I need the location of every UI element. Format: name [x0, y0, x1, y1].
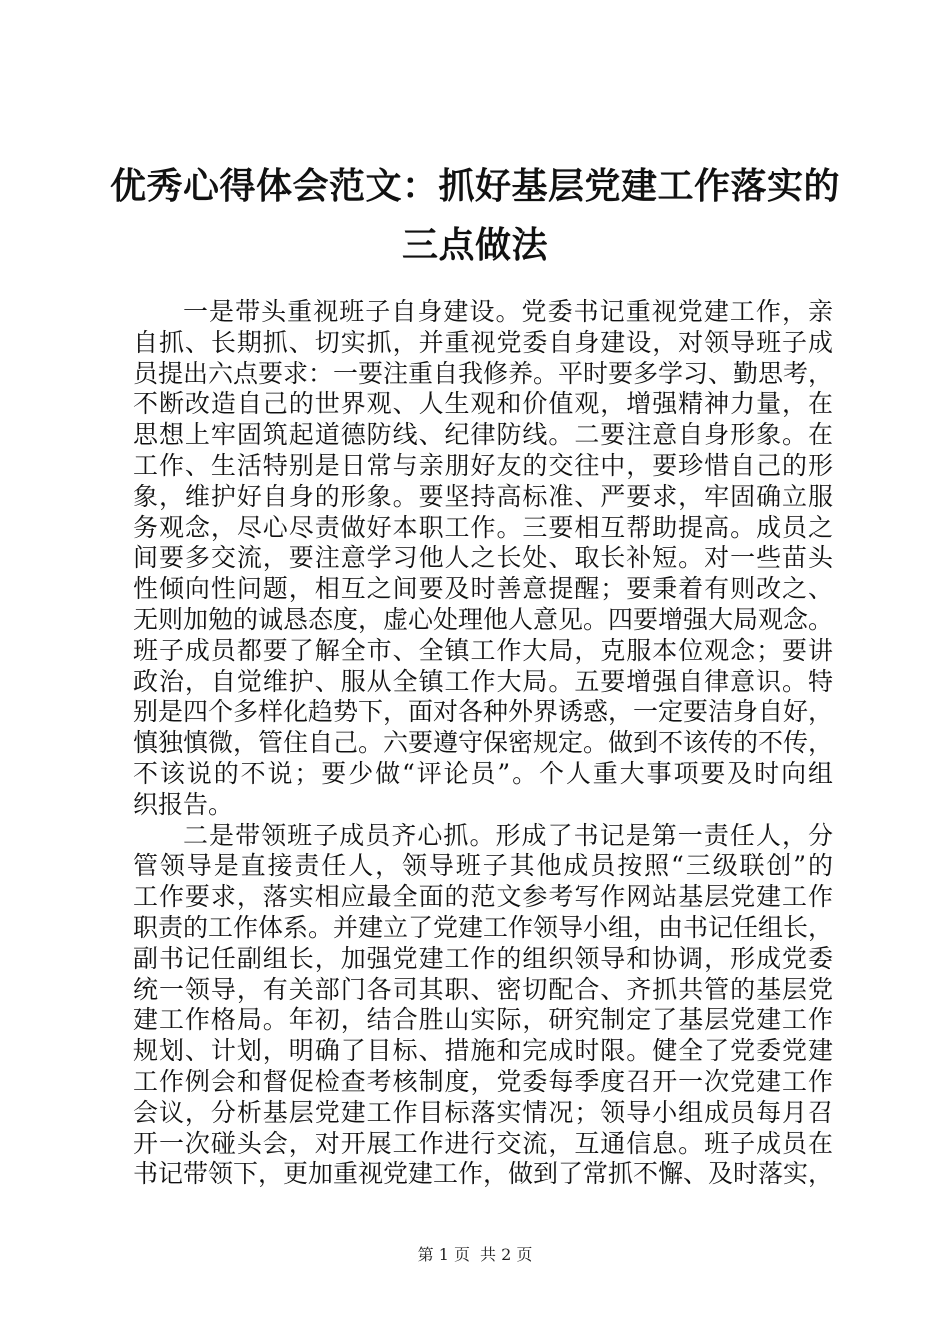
text-line: 慎独慎微，管住自己。六要遵守保密规定。做到不该传的不传， — [133, 728, 834, 758]
text-line: 务观念，尽心尽责做好本职工作。三要相互帮助提高。成员之 — [133, 512, 833, 542]
text-line: 二是带领班子成员齐心抓。形成了书记是第一责任人，分 — [183, 820, 833, 850]
paragraph-1 — [133, 297, 833, 821]
page-footer — [0, 1244, 950, 1266]
text-line: 员提出六点要求：一要注重自我修养。平时要多学习、勤思考， — [133, 358, 834, 388]
text-line: 政治，自觉维护、服从全镇工作大局。五要增强自律意识。特 — [133, 666, 833, 696]
text-line: 统一领导，有关部门各司其职、密切配合、齐抓共管的基层党 — [133, 974, 833, 1004]
page-number-current: 第 1 页 — [417, 1245, 470, 1264]
text-line: 建工作格局。年初，结合胜山实际，研究制定了基层党建工作 — [133, 1005, 833, 1035]
text-line: 性倾向性问题，相互之间要及时善意提醒；要秉着有则改之、 — [133, 574, 833, 604]
document-title-line-1: 优秀心得体会范文：抓好基层党建工作落实的 — [109, 165, 840, 207]
paragraph-2 — [133, 821, 833, 1191]
text-line: 副书记任副组长，加强党建工作的组织领导和协调，形成党委 — [133, 943, 833, 973]
text-line: 不该说的不说；要少做“评论员”。个人重大事项要及时向组 — [133, 758, 833, 788]
document-body — [133, 297, 833, 1190]
text-line: 一是带头重视班子自身建设。党委书记重视党建工作，亲 — [183, 297, 833, 326]
text-line: 工作、生活特别是日常与亲朋好友的交往中，要珍惜自己的形 — [133, 450, 833, 480]
text-line: 象，维护好自身的形象。要坚持高标准、严要求，牢固确立服 — [133, 481, 833, 511]
text-line: 思想上牢固筑起道德防线、纪律防线。二要注意自身形象。在 — [133, 420, 833, 450]
document-title-line-2: 三点做法 — [401, 224, 548, 266]
text-line: 工作例会和督促检查考核制度，党委每季度召开一次党建工作 — [133, 1066, 833, 1096]
text-line: 书记带领下，更加重视党建工作，做到了常抓不懈、及时落实， — [133, 1159, 834, 1189]
text-line: 无则加勉的诚恳态度，虚心处理他人意见。四要增强大局观念。 — [133, 604, 834, 634]
text-line: 织报告。 — [133, 789, 234, 819]
text-line: 职责的工作体系。并建立了党建工作领导小组，由书记任组长， — [133, 912, 834, 942]
text-line: 管领导是直接责任人，领导班子其他成员按照“三级联创”的 — [133, 851, 833, 881]
text-line: 班子成员都要了解全市、全镇工作大局，克服本位观念；要讲 — [133, 635, 833, 665]
text-line: 开一次碰头会，对开展工作进行交流，互通信息。班子成员在 — [133, 1128, 833, 1158]
text-line: 别是四个多样化趋势下，面对各种外界诱惑，一定要洁身自好， — [133, 697, 834, 727]
text-line: 间要多交流，要注意学习他人之长处、取长补短。对一些苗头 — [133, 543, 833, 573]
text-line: 工作要求，落实相应最全面的范文参考写作网站基层党建工作 — [133, 882, 833, 912]
page-number-total: 共 2 页 — [480, 1245, 533, 1264]
text-line: 会议，分析基层党建工作目标落实情况；领导小组成员每月召 — [133, 1097, 833, 1127]
text-line: 自抓、长期抓、切实抓，并重视党委自身建设，对领导班子成 — [133, 327, 833, 357]
text-line: 规划、计划，明确了目标、措施和完成时限。健全了党委党建 — [133, 1036, 833, 1066]
text-line: 不断改造自己的世界观、人生观和价值观，增强精神力量，在 — [133, 389, 833, 419]
